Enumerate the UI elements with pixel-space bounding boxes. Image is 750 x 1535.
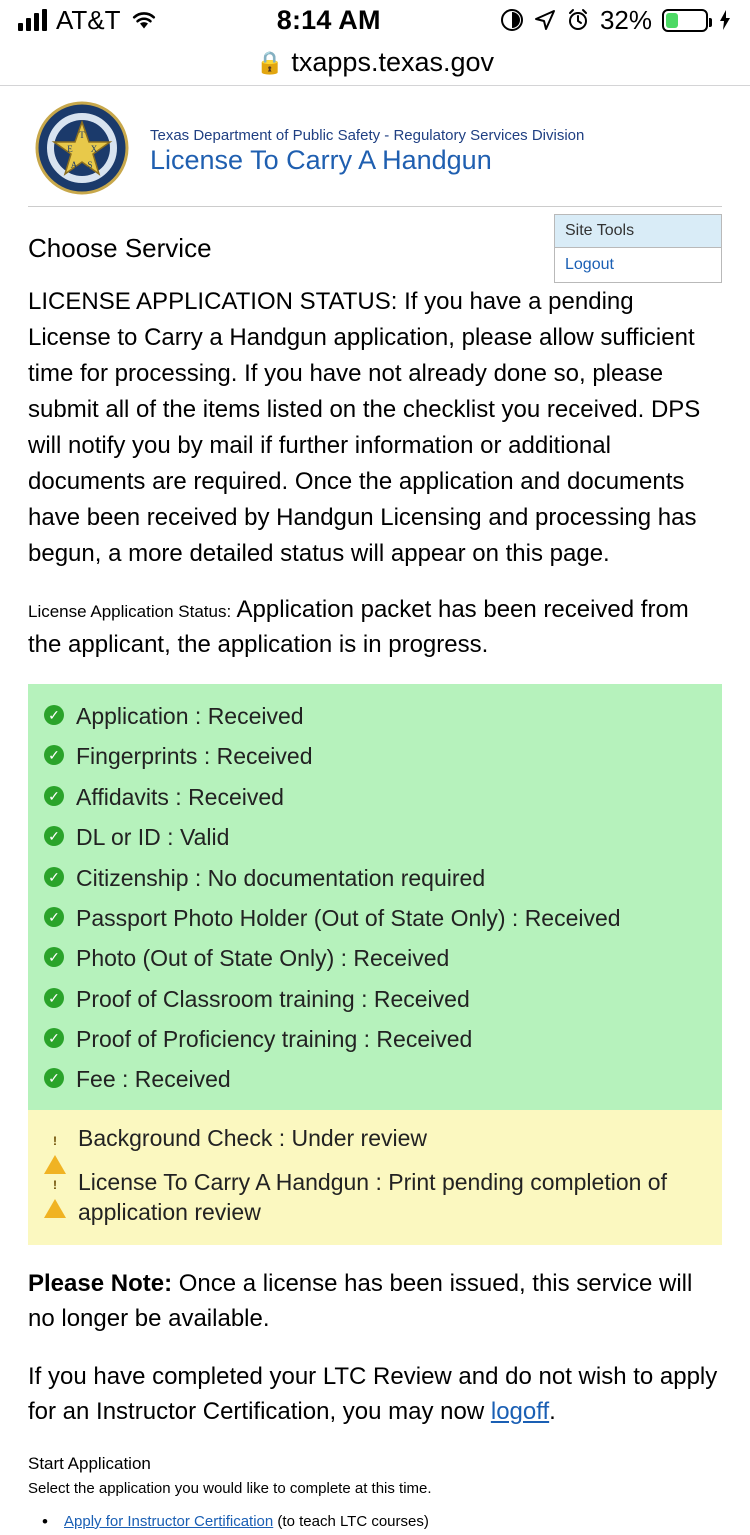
location-arrow-icon	[534, 9, 556, 31]
checklist-item	[28, 1019, 722, 1059]
site-header-text	[150, 121, 584, 176]
license-status-value: Application packet has been received from the applicant, the application is in progress.	[28, 596, 689, 659]
site-tools-panel	[554, 214, 722, 283]
checklist-item-label: Photo (Out of State Only) : Received	[76, 945, 450, 972]
site-tools-item-logout[interactable]: Logout	[565, 256, 614, 273]
checklist-item	[28, 938, 722, 978]
status-bar-left	[18, 5, 158, 36]
ios-status-bar	[0, 0, 750, 40]
check-circle-icon: ✓	[44, 1068, 64, 1088]
carrier-label: AT&T	[56, 4, 121, 35]
charging-bolt-icon	[718, 9, 732, 31]
checklist-item	[28, 979, 722, 1019]
texas-dps-seal-icon	[28, 100, 136, 196]
check-circle-icon: ✓	[44, 947, 64, 967]
logoff-sentence-post: .	[549, 1398, 556, 1426]
apply-instructor-certification-link[interactable]: Apply for Instructor Certification	[64, 1512, 274, 1530]
start-application-heading: Start Application	[28, 1453, 151, 1473]
please-note-paragraph	[28, 1267, 722, 1337]
checklist-item	[28, 1118, 722, 1162]
checklist-item	[28, 1059, 722, 1099]
status-bar-right	[500, 5, 732, 36]
wifi-icon	[130, 9, 158, 31]
list-item	[42, 1511, 722, 1533]
svg-text:A: A	[70, 160, 78, 170]
svg-text:S: S	[87, 160, 93, 170]
do-not-disturb-icon	[500, 8, 524, 32]
alarm-clock-icon	[566, 8, 590, 32]
application-checklist	[28, 684, 722, 1245]
logoff-sentence-pre: If you have completed your LTC Review and do not wish to apply for an Instructor Certification, you may now	[28, 1363, 718, 1426]
checklist-item	[28, 736, 722, 776]
checklist-item	[28, 696, 722, 736]
browser-url-bar[interactable]	[0, 40, 750, 86]
checklist-item-label: Application : Received	[76, 703, 304, 730]
checklist-item	[28, 777, 722, 817]
lock-icon: 🔒	[255, 49, 284, 75]
intro-paragraph: LICENSE APPLICATION STATUS: If you have a pending License to Carry a Handgun application, please allow sufficient time for processing. If you have not already done so, please submit all of the items listed on the checklist you received. DPS will notify you by mail if further information or additional documents are required. Once the application and documents have been received by Handgun Licensing and processing has begun, a more detailed status will appear on this page.	[28, 288, 701, 567]
svg-text:T: T	[79, 130, 85, 140]
battery-icon	[662, 9, 708, 32]
checklist-item-label: Affidavits : Received	[76, 783, 284, 810]
checklist-item	[28, 898, 722, 938]
please-note-label: Please Note:	[28, 1269, 173, 1297]
url-text[interactable]: txapps.texas.gov	[291, 47, 495, 77]
checklist-item-label: Citizenship : No documentation required	[76, 864, 486, 891]
checklist-item-label: Proof of Proficiency training : Received	[76, 1025, 473, 1052]
checklist-item-label: Fingerprints : Received	[76, 743, 313, 770]
signal-bars-icon	[18, 9, 47, 31]
check-circle-icon: ✓	[44, 1028, 64, 1048]
check-circle-icon: ✓	[44, 786, 64, 806]
start-application-subtext: Select the application you would like to complete at this time.	[28, 1479, 432, 1497]
checklist-item-label: DL or ID : Valid	[76, 824, 230, 851]
choose-service-heading: Choose Service	[28, 233, 212, 263]
svg-text:E: E	[67, 144, 73, 154]
checklist-item-label: Proof of Classroom training : Received	[76, 985, 470, 1012]
agency-name: Texas Department of Public Safety - Regulatory Services Division	[150, 126, 585, 144]
check-circle-icon: ✓	[44, 988, 64, 1008]
checklist-item-label: Passport Photo Holder (Out of State Only) : Received	[76, 904, 621, 931]
checklist-item	[28, 817, 722, 857]
please-note-text: Once a license has been issued, this service will no longer be available.	[28, 1269, 693, 1332]
check-circle-icon: ✓	[44, 745, 64, 765]
web-page-content	[0, 86, 750, 1530]
warning-triangle-icon	[44, 1171, 66, 1201]
checklist-pending-group	[28, 1110, 722, 1245]
page-title: License To Carry A Handgun	[150, 144, 492, 175]
site-tools-heading: Site Tools	[555, 215, 721, 248]
site-header	[28, 86, 722, 207]
check-circle-icon: ✓	[44, 867, 64, 887]
logoff-paragraph	[28, 1360, 722, 1430]
svg-text:X: X	[90, 144, 98, 154]
check-circle-icon: ✓	[44, 826, 64, 846]
application-links-list	[28, 1511, 722, 1533]
check-circle-icon: ✓	[44, 907, 64, 927]
battery-percent-label: 32%	[599, 4, 652, 35]
warning-triangle-icon	[44, 1127, 66, 1157]
apply-instructor-certification-suffix: (to teach LTC courses)	[273, 1512, 429, 1530]
license-status-label: License Application Status:	[28, 602, 232, 621]
clock-label: 8:14 AM	[276, 4, 381, 35]
checklist-received-group	[28, 684, 722, 1110]
checklist-item-label: Background Check : Under review	[78, 1124, 427, 1151]
checklist-item	[28, 858, 722, 898]
check-circle-icon: ✓	[44, 705, 64, 725]
license-status-line	[28, 592, 722, 662]
checklist-item	[28, 1162, 722, 1233]
checklist-item-label: License To Carry A Handgun : Print pending completion of application review	[78, 1169, 667, 1226]
logoff-link[interactable]: logoff	[490, 1398, 550, 1426]
checklist-item-label: Fee : Received	[76, 1066, 231, 1093]
